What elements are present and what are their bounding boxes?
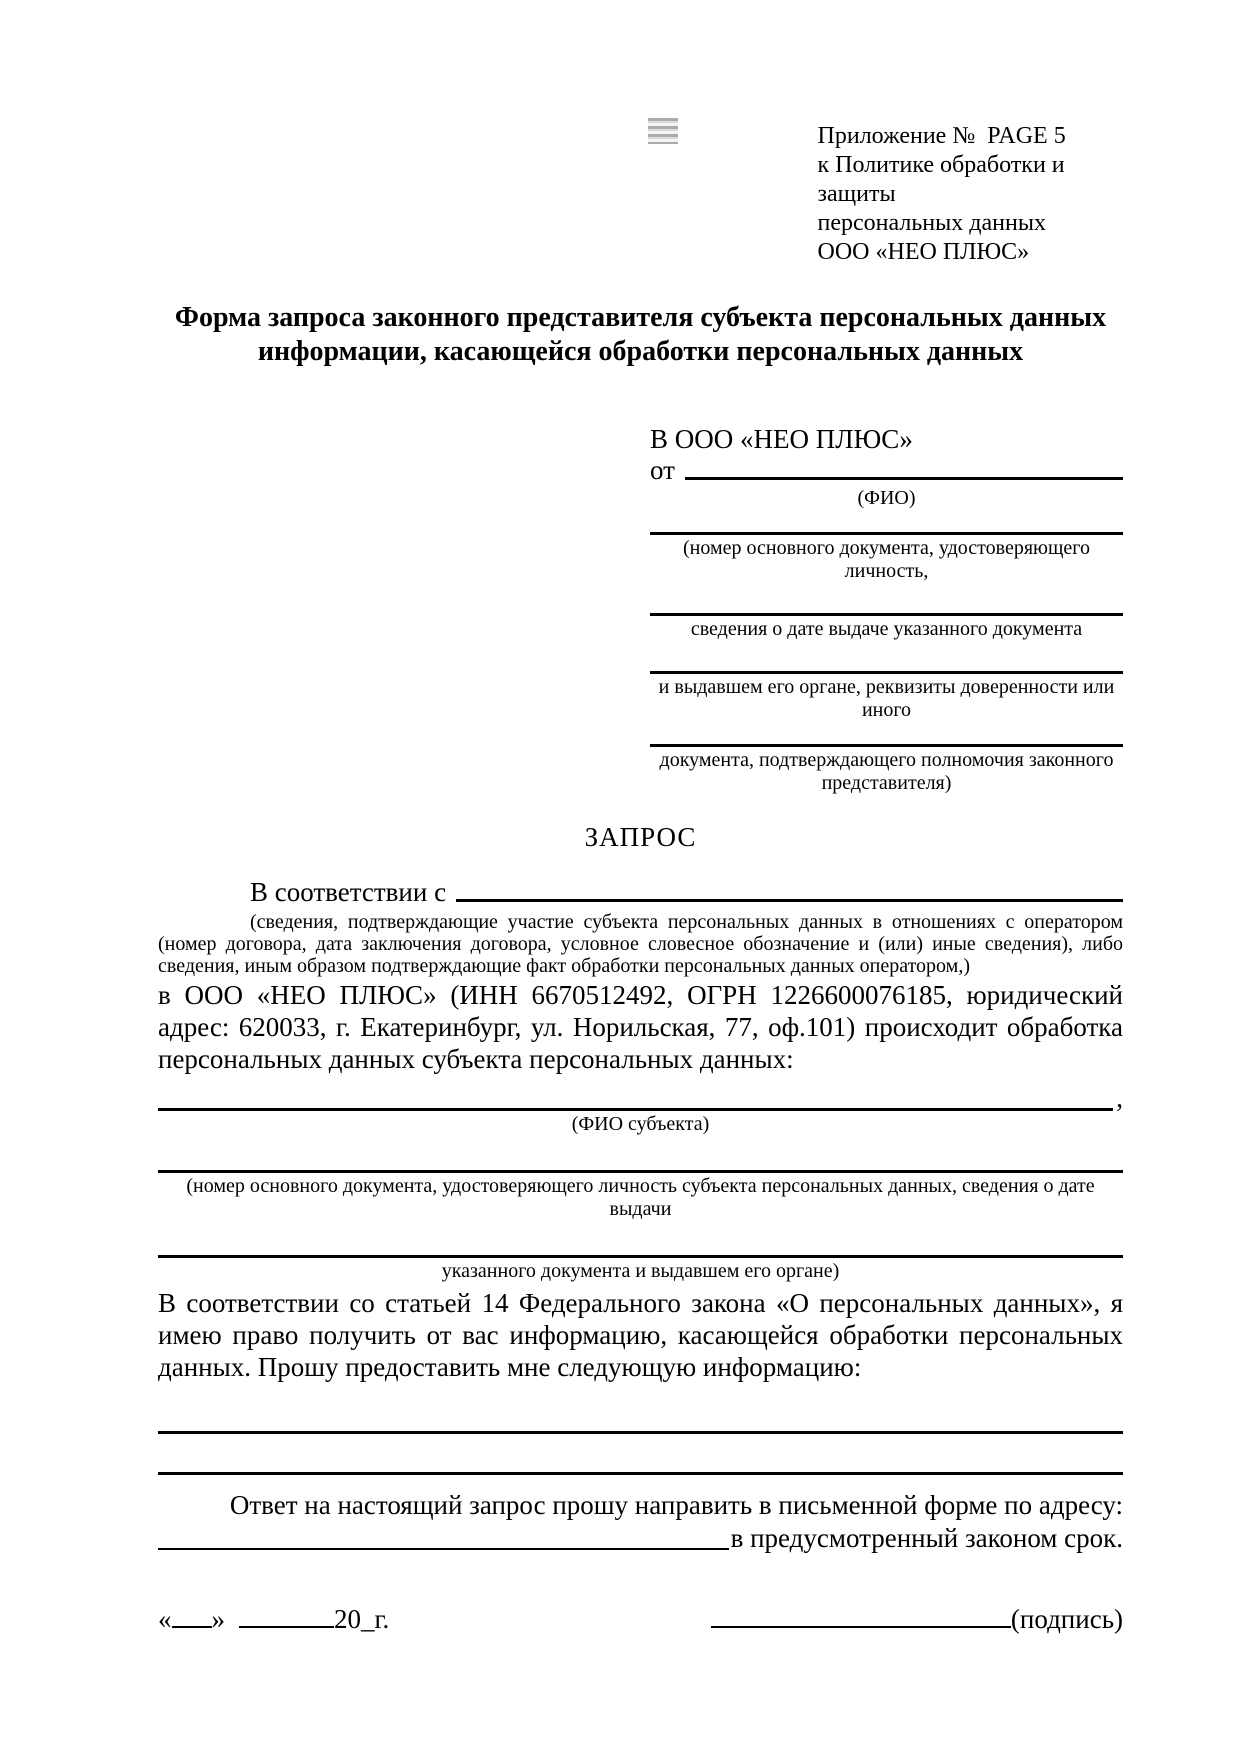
- appendix-line-personal-data: персональных данных: [817, 210, 1046, 236]
- subject-doc-blank-line: [158, 1148, 1123, 1173]
- reply-address-line: Ответ на настоящий запрос прошу направить в письменной форме по адресу:: [229, 1490, 1123, 1520]
- law-paragraph: В соответствии со статьей 14 Федерального закона «О персональных данных», я имею право получить от вас информацию, касающейся обработки персональных данных. Прошу предоставить мне следующую информацию:: [158, 1288, 1123, 1382]
- caption-subject-doc-issuer: указанного документа и выдавшем его органе): [441, 1260, 840, 1282]
- accordance-blank-line: [456, 899, 1123, 902]
- embedded-image-icon: [648, 118, 678, 144]
- appendix-block: [818, 122, 1123, 267]
- reply-address-blank-line: [158, 1548, 729, 1550]
- subject-fio-blank-line: [158, 1086, 1113, 1111]
- addressee-to: В ООО «НЕО ПЛЮС»: [650, 424, 913, 454]
- from-row: [650, 455, 1123, 485]
- caption-subject-fio: (ФИО субъекта): [571, 1113, 710, 1135]
- appendix-line-company: ООО «НЕО ПЛЮС»: [817, 239, 1030, 265]
- form-title-line-2: информации, касающейся обработки персональных данных: [257, 336, 1024, 367]
- form-title: [158, 301, 1123, 369]
- blank-line-representative-authority: [650, 726, 1123, 747]
- date-field: [158, 1603, 389, 1635]
- fine-print-note: (сведения, подтверждающие участие субъекта персональных данных в отношениях с оператором (номер договора, дата заключения договора, условное словесное обозначение и (или) иные сведения), либо сведения, иным образом подтверждающие факт обработки персональных данных оператором,): [158, 911, 1123, 977]
- date-quote-close: »: [211, 1604, 225, 1634]
- caption-subject-doc: (номер основного документа, удостоверяющего личность субъекта персональных данных, сведения о дате выдачи: [186, 1175, 1095, 1220]
- header-row: [158, 112, 1123, 267]
- date-day-blank-line: [172, 1606, 212, 1628]
- accordance-label: В соответствии с: [250, 877, 447, 907]
- caption-issuing-authority: и выдавшем его органе, реквизиты доверенности или иного: [658, 676, 1115, 721]
- appendix-line-policy: к Политике обработки и защиты: [817, 152, 1065, 207]
- request-heading: ЗАПРОС: [584, 822, 697, 852]
- blank-line-issuing-authority: [650, 649, 1123, 674]
- caption-issue-date: сведения о дате выдаче указанного документа: [690, 618, 1083, 640]
- subject-fio-row: [158, 1085, 1123, 1111]
- signature-blank-line: [711, 1606, 1011, 1628]
- reply-tail: в предусмотренный законом срок.: [730, 1523, 1123, 1553]
- date-quote-open: «: [158, 1604, 172, 1634]
- signature-caption: (подпись): [1010, 1604, 1123, 1634]
- footer-row: [158, 1603, 1123, 1635]
- subject-doc-issuer-blank-line: [158, 1233, 1123, 1258]
- operator-paragraph: в ООО «НЕО ПЛЮС» (ИНН 6670512492, ОГРН 1226600076185, юридический адрес: 620033, г. Екатеринбург, ул. Норильская, 77, оф.101) происходит обработка персональных данных субъекта персональных данных:: [158, 980, 1123, 1074]
- date-year-suffix: _г.: [361, 1604, 390, 1634]
- caption-doc-number: (номер основного документа, удостоверяющего личность,: [683, 537, 1090, 582]
- appendix-line-number: Приложение № PAGE 5: [817, 123, 1066, 149]
- blank-line-doc-number: [650, 514, 1123, 535]
- reply-address-row: [158, 1521, 1123, 1555]
- date-month-blank-line: [239, 1606, 334, 1628]
- info-blank-line-1: [158, 1407, 1123, 1434]
- info-blank-line-2: [158, 1448, 1123, 1475]
- from-blank-line: [685, 477, 1123, 480]
- addressee-block: [650, 423, 1123, 795]
- document-content: [158, 0, 1123, 1635]
- from-label: от: [650, 455, 675, 485]
- date-year-prefix: 20: [334, 1604, 361, 1634]
- blank-line-issue-date: [650, 591, 1123, 616]
- subject-fio-comma: ,: [1116, 1083, 1123, 1113]
- caption-fio: (ФИО): [857, 487, 916, 509]
- form-title-line-1: Форма запроса законного представителя субъекта персональных данных: [174, 302, 1107, 333]
- caption-representative-authority: документа, подтверждающего полномочия законного представителя): [659, 749, 1114, 794]
- signature-field: [711, 1603, 1123, 1635]
- accordance-row: [158, 877, 1123, 907]
